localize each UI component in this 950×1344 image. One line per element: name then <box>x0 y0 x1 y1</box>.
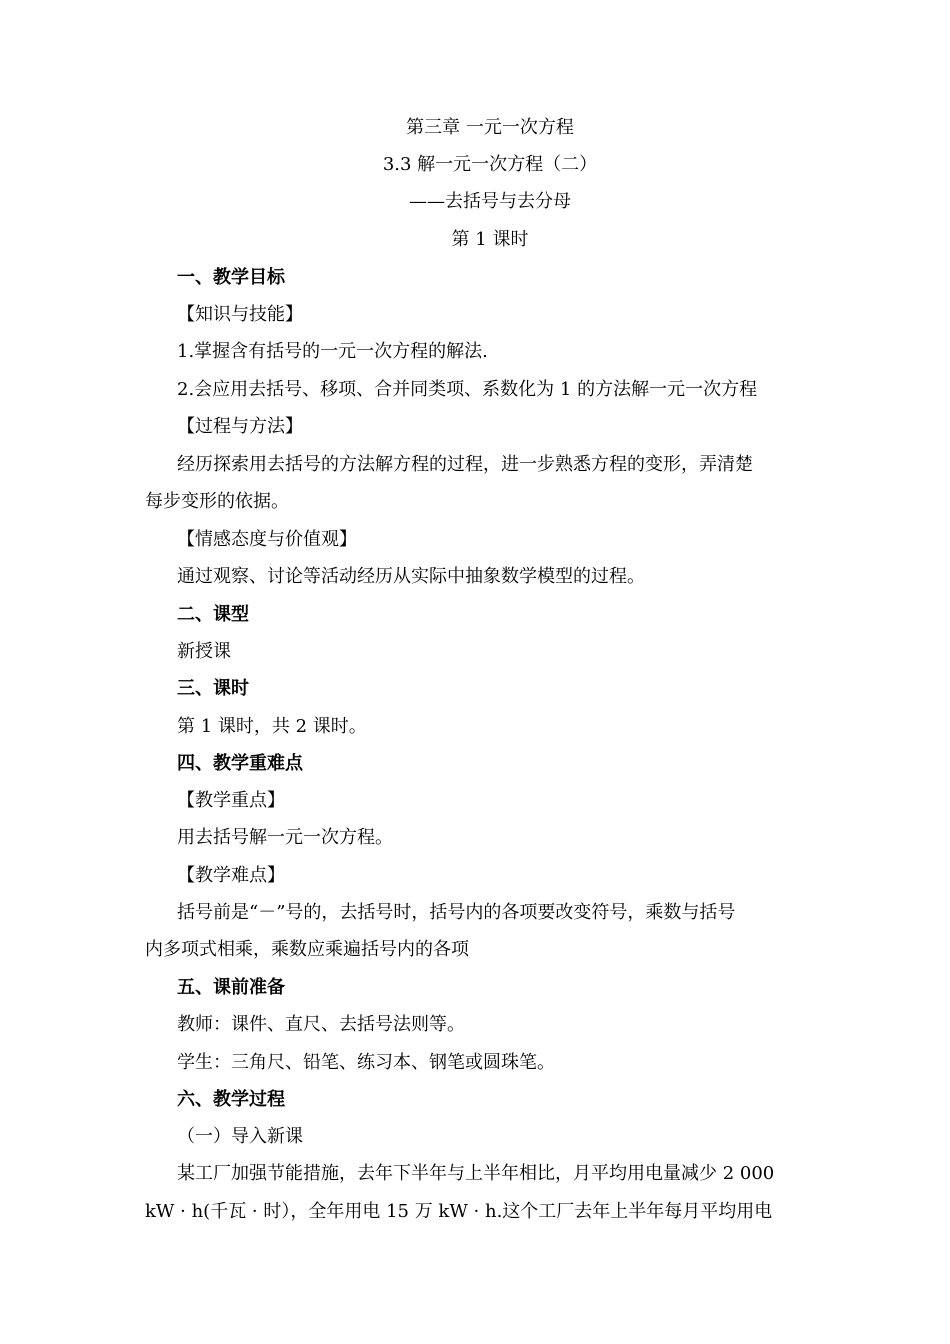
difficult-text-line1: 括号前是“－”号的，去括号时，括号内的各项要改变符号，乘数与括号 <box>177 902 736 923</box>
process-text-line2: 每步变形的依据。 <box>145 491 289 512</box>
lesson-type-text: 新授课 <box>177 641 231 662</box>
objective-item-1: 1.掌握含有括号的一元一次方程的解法. <box>177 341 488 362</box>
section-title: 3.3 解一元一次方程（二） <box>382 154 598 175</box>
class-hours-text: 第 1 课时，共 2 课时。 <box>177 716 367 737</box>
intro-text-line1: 某工厂加强节能措施，去年下半年与上半年相比，月平均用电量减少 2 000 <box>177 1163 775 1184</box>
subheading-introduction: （一）导入新课 <box>177 1126 303 1147</box>
intro-text-line2: kW · h(千瓦 · 时），全年用电 15 万 kW · h.这个工厂去年上半年每月平均用电 <box>145 1201 773 1222</box>
section-subtitle: ——去括号与去分母 <box>409 191 571 212</box>
lesson-label: 第 1 课时 <box>451 229 529 250</box>
preparation-student: 学生：三角尺、铅笔、练习本、钢笔或圆珠笔。 <box>177 1052 555 1073</box>
heading-teaching-process: 六、教学过程 <box>177 1089 285 1110</box>
process-text-line1: 经历探索用去括号的方法解方程的过程，进一步熟悉方程的变形，弄清楚 <box>177 454 753 475</box>
heading-lesson-type: 二、课型 <box>177 604 249 625</box>
emotion-text: 通过观察、讨论等活动经历从实际中抽象数学模型的过程。 <box>177 566 645 587</box>
heading-preparation: 五、课前准备 <box>177 977 285 998</box>
label-difficult-points: 【教学难点】 <box>177 865 285 886</box>
preparation-teacher: 教师：课件、直尺、去括号法则等。 <box>177 1014 465 1035</box>
label-knowledge-skills: 【知识与技能】 <box>177 304 303 325</box>
difficult-text-line2: 内多项式相乘，乘数应乘遍括号内的各项 <box>145 939 469 960</box>
label-key-points: 【教学重点】 <box>177 790 285 811</box>
heading-key-difficult-points: 四、教学重难点 <box>177 753 303 774</box>
key-points-text: 用去括号解一元一次方程。 <box>177 827 393 848</box>
heading-class-hours: 三、课时 <box>177 678 249 699</box>
label-process-methods: 【过程与方法】 <box>177 416 303 437</box>
chapter-title: 第三章 一元一次方程 <box>406 117 574 138</box>
objective-item-2: 2.会应用去括号、移项、合并同类项、系数化为 1 的方法解一元一次方程 <box>177 379 758 400</box>
label-emotion-values: 【情感态度与价值观】 <box>177 529 357 550</box>
heading-teaching-objectives: 一、教学目标 <box>177 267 285 288</box>
